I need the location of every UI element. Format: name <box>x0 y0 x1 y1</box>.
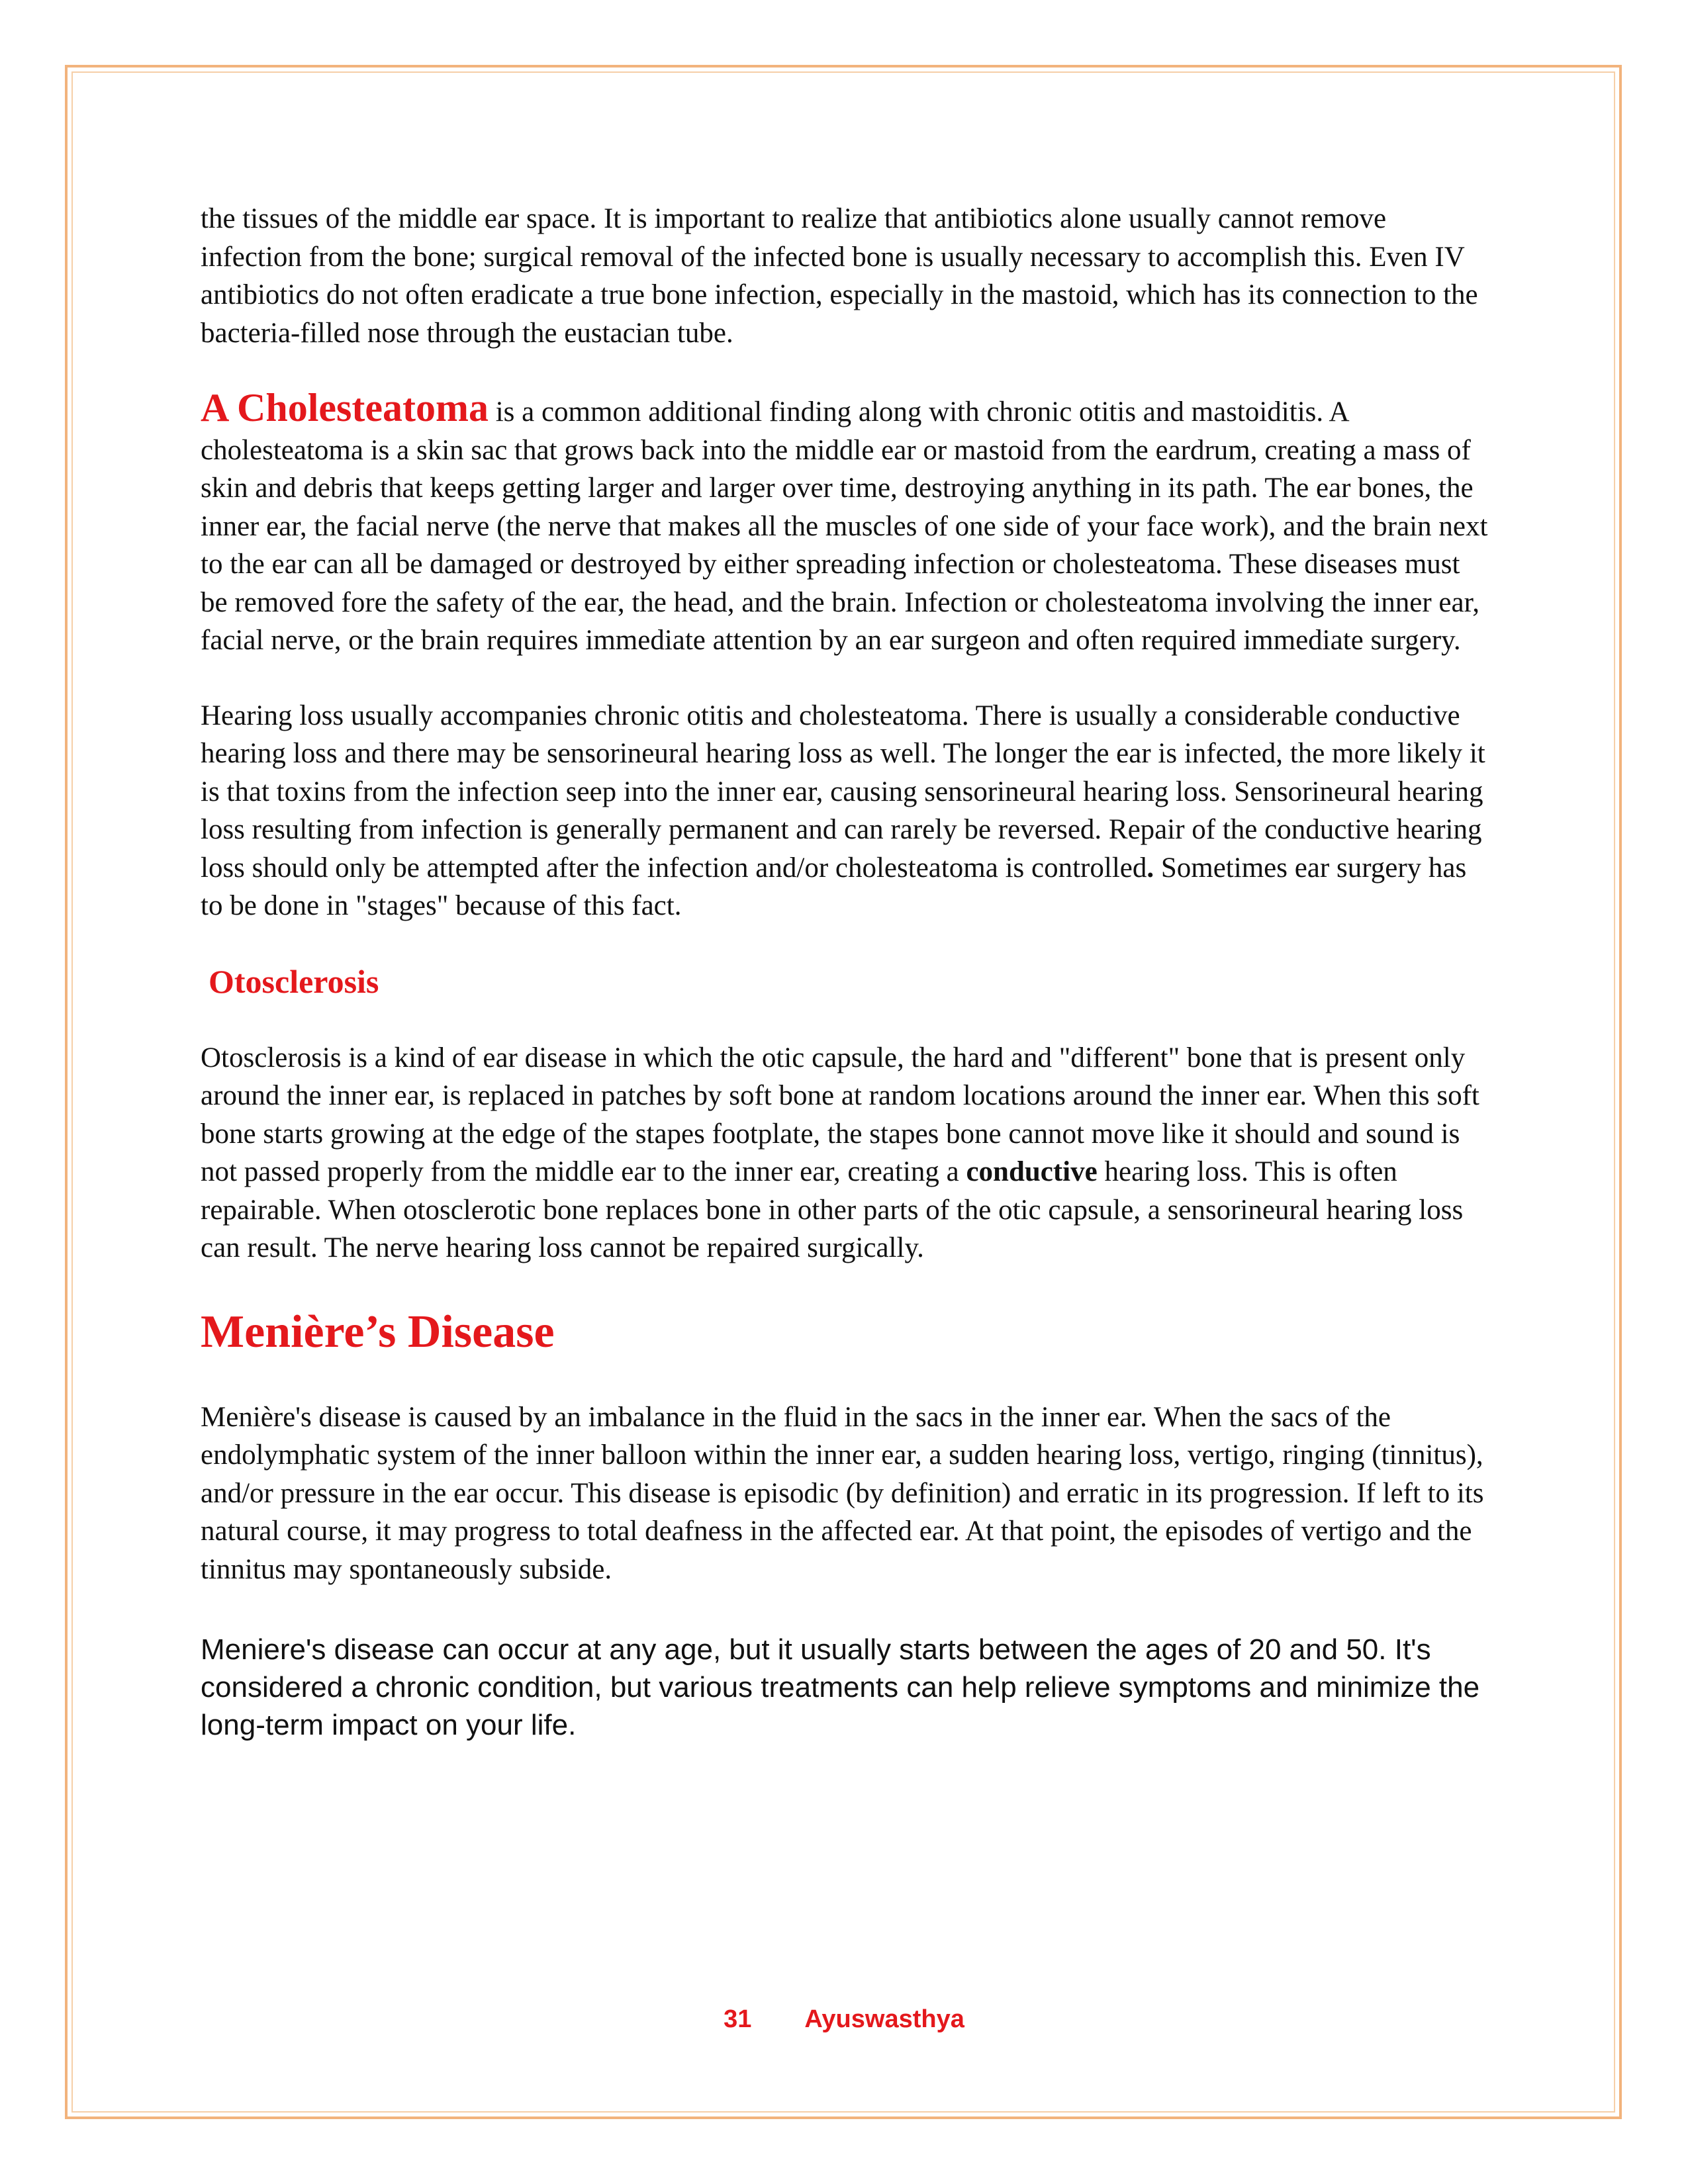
otosclerosis-text-b: hearing loss. This is often repairable. When otosclerotic bone replaces bone in other parts of the otic capsule, a sensorineural hearing loss can result. The nerve hearing loss cannot be repaired surgically. <box>201 1156 1464 1263</box>
page-content <box>201 200 1491 1744</box>
cholesteatoma-paragraph <box>201 386 1491 660</box>
page-number: 31 <box>724 2005 752 2033</box>
otosclerosis-bold-conductive: conductive <box>966 1156 1098 1187</box>
otosclerosis-paragraph <box>201 1039 1491 1267</box>
menieres-paragraph-1: Menière's disease is caused by an imbalance in the fluid in the sacs in the inner ear. When the sacs of the endolymphatic system of the inner balloon within the inner ear, a sudden hearing loss, vertigo, ringing (tinnitus), and/or pressure in the ear occur. This disease is episodic (by definition) and erratic in its progression. If left to its natural course, it may progress to total deafness in the affected ear. At that point, the episodes of vertigo and the tinnitus may spontaneously subside. <box>201 1401 1484 1585</box>
page-footer <box>0 2005 1688 2034</box>
cholesteatoma-lead: A Cholesteatoma <box>201 386 489 430</box>
menieres-paragraph-2: Meniere's disease can occur at any age, but it usually starts between the ages of 20 and 50. It's considered a chronic condition, but various treatments can help relieve symptoms and minimize the long-term impact on your life. <box>201 1633 1480 1741</box>
hearing-loss-bold-period: . <box>1147 852 1154 884</box>
intro-paragraph: the tissues of the middle ear space. It is important to realize that antibiotics alone usually cannot remove infection from the bone; surgical removal of the infected bone is usually necessary to accomplish this. Even IV antibiotics do not often eradicate a true bone infection, especially in the mastoid, which has its connection to the bacteria-filled nose through the eustacian tube. <box>201 203 1478 349</box>
otosclerosis-heading: Otosclerosis <box>209 962 379 1000</box>
menieres-heading: Menière’s Disease <box>201 1306 555 1357</box>
cholesteatoma-text: is a common additional finding along with chronic otitis and mastoiditis. A cholesteatoma is a skin sac that grows back into the middle ear or mastoid from the eardrum, creating a mass of skin and debris that keeps getting larger and larger over time, destroying anything in its path. The ear bones, the inner ear, the facial nerve (the nerve that makes all the muscles of one side of your face work), and the brain next to the ear can all be damaged or destroyed by either spreading infection or cholesteatoma. These diseases must be removed fore the safety of the ear, the head, and the brain. Infection or cholesteatoma involving the inner ear, facial nerve, or the brain requires immediate attention by an ear surgeon and often required immediate surgery. <box>201 396 1488 656</box>
publication-name: Ayuswasthya <box>804 2005 964 2033</box>
otosclerosis-text-a: Otosclerosis is a kind of ear disease in which the otic capsule, the hard and "different" bone that is present only around the inner ear, is replaced in patches by soft bone at random locations around the inner ear. When this soft bone starts growing at the edge of the stapes footplate, the stapes bone cannot move like it should and sound is not passed properly from the middle ear to the inner ear, creating a <box>201 1042 1479 1187</box>
hearing-loss-text-a: Hearing loss usually accompanies chronic otitis and cholesteatoma. There is usually a considerable conductive hearing loss and there may be sensorineural hearing loss as well. The longer the ear is infected, the more likely it is that toxins from the infection seep into the inner ear, causing sensorineural hearing loss. Sensorineural hearing loss resulting from infection is generally permanent and can rarely be reversed. Repair of the conductive hearing loss should only be attempted after the infection and/or cholesteatoma is controlled <box>201 700 1485 884</box>
hearing-loss-paragraph <box>201 697 1491 925</box>
hearing-loss-text-b: Sometimes ear surgery has to be done in "stages" because of this fact. <box>201 852 1467 921</box>
